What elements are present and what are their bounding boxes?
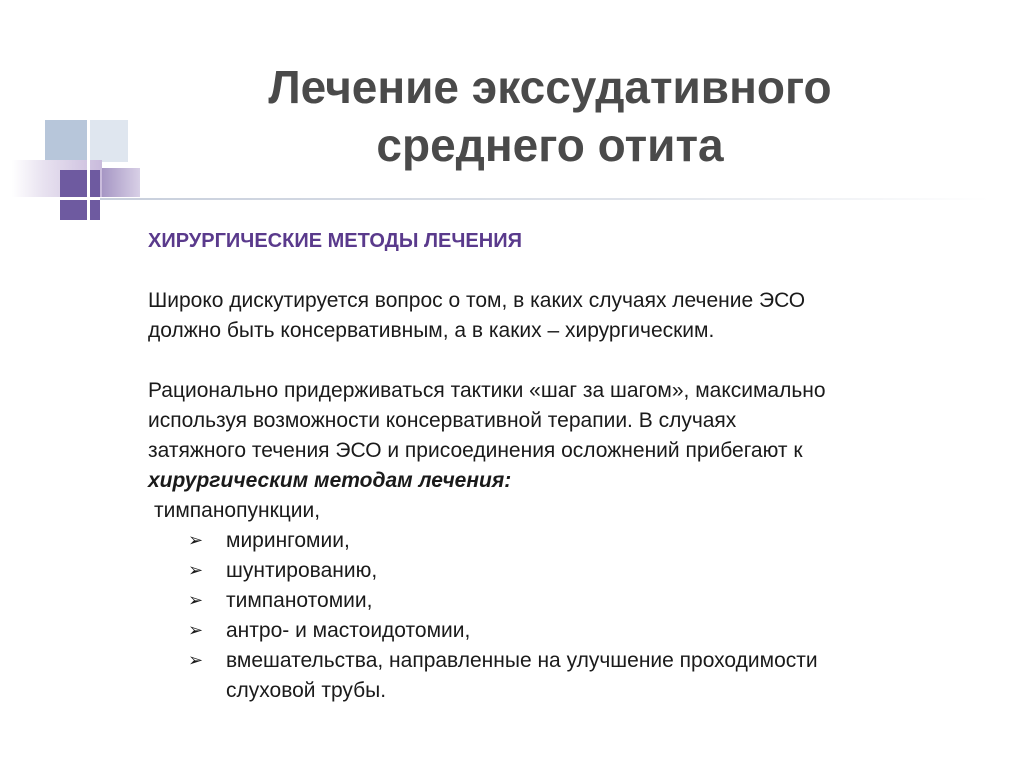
list-item [188,586,978,616]
list-item-text: тимпанотомии, [226,589,373,612]
list-item-text: антро- и мастоидотомии, [226,619,471,642]
paragraph-2-line-1: Рационально придерживаться тактики «шаг за шагом», максимально [148,379,826,402]
paragraph-2 [148,376,978,526]
arrow-bullet-icon: ➢ [188,530,204,551]
arrow-bullet-icon: ➢ [188,650,204,671]
decor-line-vertical [87,110,90,228]
list-item-text: мирингомии, [226,529,350,552]
slide-body [148,226,978,706]
list-item [188,556,978,586]
decor-square-light-purple [102,168,140,198]
decor-square-blue [45,120,88,162]
decor-square-light-blue [88,120,128,162]
list-item [188,646,978,706]
decor-square-purple [60,170,100,220]
slide-title-line-2: среднего отита [376,119,724,171]
paragraph-1-line-2: должно быть консервативным, а в каких – хирургическим. [148,319,715,342]
paragraph-2-line-3: затяжного течения ЭСО и присоединения осложнений прибегают к [148,439,803,462]
list-item-continuation: слуховой трубы. [226,679,387,702]
title-divider [100,198,990,200]
paragraph-1 [148,286,978,346]
slide-title-line-1: Лечение экссудативного [268,61,832,113]
list-item [188,526,978,556]
arrow-bullet-icon: ➢ [188,590,204,611]
first-method: тимпанопункции, [154,499,321,522]
paragraph-2-line-2: используя возможности консервативной терапии. В случаях [148,409,737,432]
surgical-methods-emphasis: хирургическим методам лечения: [148,469,512,492]
list-item-text: вмешательства, направленные на улучшение проходимости [226,649,818,672]
paragraph-1-line-1: Широко дискутируется вопрос о том, в каких случаях лечение ЭСО [148,289,806,312]
methods-list [148,526,978,706]
arrow-bullet-icon: ➢ [188,620,204,641]
list-item-text: шунтированию, [226,559,378,582]
slide-title [200,58,900,174]
list-item [188,616,978,646]
section-heading: ХИРУРГИЧЕСКИЕ МЕТОДЫ ЛЕЧЕНИЯ [148,230,522,252]
arrow-bullet-icon: ➢ [188,560,204,581]
